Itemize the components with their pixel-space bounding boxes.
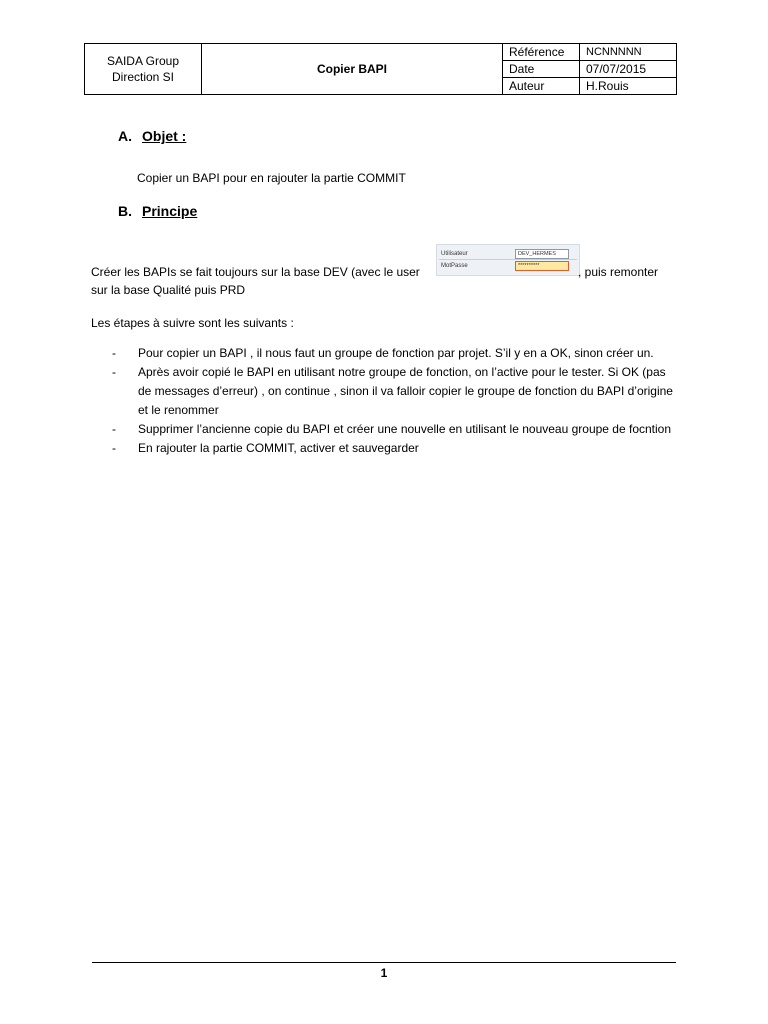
company-name: SAIDA Group xyxy=(106,54,180,68)
step-4-text: En rajouter la partie COMMIT, activer et sauvegarder xyxy=(138,441,419,455)
document-header xyxy=(84,43,677,95)
principle-line2: sur la base Qualité puis PRD xyxy=(91,283,246,297)
login-divider xyxy=(439,259,577,260)
section-a-title: Objet : xyxy=(142,128,187,144)
list-dash: - xyxy=(112,346,116,360)
login-user-field: DEV_HERMES xyxy=(515,249,569,259)
footer-divider xyxy=(92,962,676,963)
department-name: Direction SI xyxy=(111,70,175,84)
objective-text: Copier un BAPI pour en rajouter la partie COMMIT xyxy=(137,171,406,185)
list-item xyxy=(112,420,682,439)
login-user-label: Utilisateur xyxy=(441,251,468,257)
list-dash: - xyxy=(112,365,116,379)
section-a-heading xyxy=(118,128,186,144)
section-b-heading xyxy=(118,203,197,219)
date-value: 07/07/2015 xyxy=(580,61,677,78)
principle-line1-start: Créer les BAPIs se fait toujours sur la base DEV (avec le user xyxy=(91,265,420,279)
list-dash: - xyxy=(112,422,116,436)
principle-line1-end: , puis remonter xyxy=(578,265,659,279)
login-password-label: MotPasse xyxy=(441,263,468,269)
section-b-letter: B. xyxy=(118,203,132,219)
step-3-text: Supprimer l’ancienne copie du BAPI et créer une nouvelle en utilisant le nouveau groupe de focntion xyxy=(138,422,672,436)
section-b-title: Principe xyxy=(142,203,198,219)
page-number: 1 xyxy=(380,966,388,980)
step-2-text: Après avoir copié le BAPI en utilisant notre groupe de fonction, on l’active pour le tester. Si OK (pas de messages d’erreur) , on continue , sinon il va falloir copier le groupe de fonction du BAPI d’origine et le renommer xyxy=(138,365,673,417)
login-password-field: ********** xyxy=(515,261,569,271)
author-label: Auteur xyxy=(503,78,580,95)
steps-intro: Les étapes à suivre sont les suivants : xyxy=(91,316,294,330)
reference-value: NCNNNNN xyxy=(580,44,677,61)
step-1-text: Pour copier un BAPI , il nous faut un groupe de fonction par projet. S’il y en a OK, sinon créer un. xyxy=(138,346,654,360)
list-dash: - xyxy=(112,441,116,455)
steps-list xyxy=(112,344,682,458)
author-value: H.Rouis xyxy=(580,78,677,95)
list-item xyxy=(112,363,682,420)
section-a-letter: A. xyxy=(118,128,132,144)
company-cell xyxy=(85,44,202,95)
list-item xyxy=(112,344,682,363)
list-item xyxy=(112,439,682,458)
reference-label: Référence xyxy=(503,44,580,61)
sap-login-screenshot xyxy=(436,244,580,276)
date-label: Date xyxy=(503,61,580,78)
document-title: Copier BAPI xyxy=(202,44,503,95)
